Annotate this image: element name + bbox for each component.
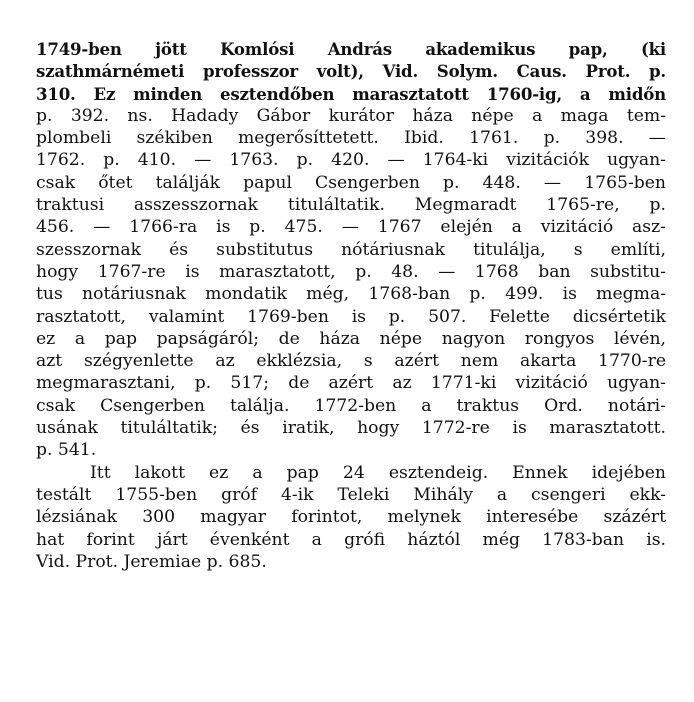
text-line: p. 392. ns. Hadady Gábor kurátor háza népe a maga tem-	[36, 105, 666, 126]
text-line: szesszornak és substitutus nótáriusnak titulálja, s említi,	[36, 239, 666, 260]
text-line: 456. — 1766-ra is p. 475. — 1767 elején a vizitáció asz-	[36, 217, 666, 238]
text-line: megmarasztani, p. 517; de azért az 1771-ki vizitáció ugyan-	[36, 373, 666, 394]
text-line: traktusi asszesszornak tituláltatik. Megmaradt 1765-re, p.	[36, 195, 666, 216]
paragraph-start-line: Itt lakott ez a pap 24 esztendeig. Ennek idejében	[90, 462, 666, 483]
text-line: csak őtet találják papul Csengerben p. 448. — 1765-ben	[36, 172, 666, 193]
text-line: lézsiának 300 magyar forintot, melynek interesébe százért	[36, 507, 666, 528]
text-line: usának tituláltatik; és iratik, hogy 1772-re is marasztatott.	[36, 418, 666, 439]
text-line: ez a pap papságáról; de háza népe nagyon rongyos lévén,	[36, 328, 666, 349]
text-line: hat forint járt évenként a grófi háztól még 1783-ban is.	[36, 529, 666, 550]
page-text	[36, 38, 666, 573]
text-line: hogy 1767-re is marasztatott, p. 48. — 1768 ban substitu-	[36, 261, 666, 282]
text-line: Vid. Prot. Jeremiae p. 685.	[36, 551, 267, 572]
text-line: azt szégyenlette az ekklézsia, s azért nem akarta 1770-re	[36, 351, 666, 372]
text-line: p. 541.	[36, 440, 97, 461]
text-line: 310. Ez minden esztendőben marasztatott 1760-ig, a midőn	[36, 83, 666, 104]
text-line: szathmárnémeti professzor volt), Vid. Solym. Caus. Prot. p.	[36, 61, 666, 82]
text-line: rasztatott, valamint 1769-ben is p. 507. Felette dicsértetik	[36, 306, 666, 327]
text-line: plombeli székiben megerősíttetett. Ibid. 1761. p. 398. —	[36, 128, 666, 149]
text-line: testált 1755-ben gróf 4-ik Teleki Mihály a csengeri ekk-	[36, 484, 666, 505]
text-line: csak Csengerben találja. 1772-ben a traktus Ord. notári-	[36, 395, 666, 416]
text-line: tus notáriusnak mondatik még, 1768-ban p. 499. is megma-	[36, 284, 666, 305]
text-line: 1762. p. 410. — 1763. p. 420. — 1764-ki vizitációk ugyan-	[36, 150, 666, 171]
text-line: 1749-ben jött Komlósi András akademikus pap, (ki	[36, 39, 666, 59]
